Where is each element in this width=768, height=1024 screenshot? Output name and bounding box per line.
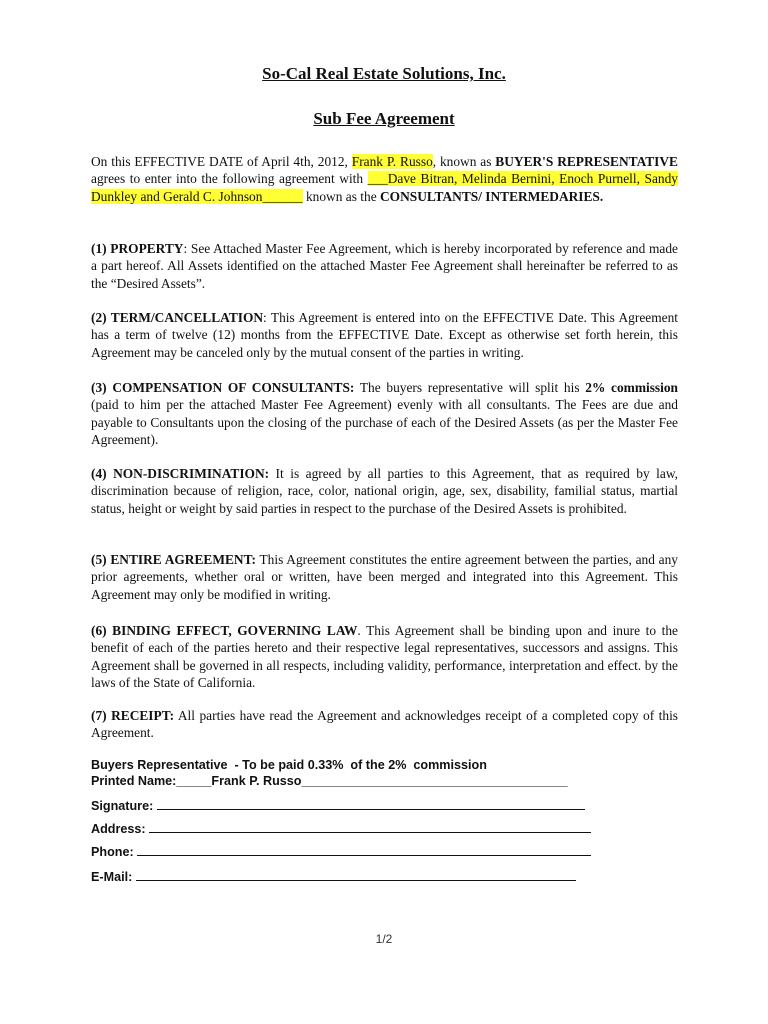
intro-text: agrees to enter into the following agreement with xyxy=(91,171,368,187)
address-line xyxy=(149,820,591,833)
commission-rate: 2% commission xyxy=(585,380,678,395)
document-title: Sub Fee Agreement xyxy=(313,109,455,128)
section-text: This Agreement constitutes the entire agreement between the parties, and any prior agreements, whether oral or written, have been merged and integrated into this Agreement. This Agreement may only be modified in writing. xyxy=(91,552,678,602)
section-text: (paid to him per the attached Master Fee Agreement) evenly with all consultants. The Fees are due and payable to Consultants upon the closing of the purchase of each of the Desired Assets (as per the Master Fee Agreement). xyxy=(91,397,678,447)
page-number: 1/2 xyxy=(375,932,393,946)
section-heading: (6) BINDING EFFECT, GOVERNING LAW xyxy=(91,623,358,638)
signature-label: Signature: xyxy=(91,799,154,813)
company-name: So-Cal Real Estate Solutions, Inc. xyxy=(262,64,506,83)
consultant-names: ___Dave Bitran, Melinda Bernini, Enoch Purnell, Sandy Dunkley and Gerald C. Johnson______ xyxy=(91,171,678,204)
representative-label: BUYER'S REPRESENTATIVE xyxy=(495,154,678,169)
section-text: The buyers representative will split his xyxy=(354,380,586,395)
section-text: All parties have read the Agreement and acknowledges receipt of a completed copy of this Agreement. xyxy=(91,708,679,741)
section-text: It is agreed by all parties to this Agreement, that as required by law, discrimination because of religion, race, color, national origin, age, sex, disability, familial status, martial status, height or weight by said parties in respect to the purchase of the Desired Assets is prohibited. xyxy=(91,466,678,516)
intro-text: On this EFFECTIVE DATE of April 4th, 2012, xyxy=(91,154,352,169)
address-row xyxy=(91,820,691,837)
signature-line xyxy=(157,797,585,810)
signature-heading: Buyers Representative - To be paid 0.33% of the 2% commission xyxy=(91,758,487,772)
consultants-label: CONSULTANTS/ INTERMEDARIES. xyxy=(379,188,604,204)
representative-name: Frank P. Russo xyxy=(351,154,433,169)
email-label: E-Mail: xyxy=(91,870,133,884)
section-entire-agreement xyxy=(91,551,678,603)
section-heading: (3) COMPENSATION OF CONSULTANTS: xyxy=(91,380,355,395)
section-receipt xyxy=(91,707,678,742)
section-heading: (7) RECEIPT: xyxy=(91,708,175,723)
section-text: : See Attached Master Fee Agreement, which is hereby incorporated by reference and made a part hereof. All Assets identified on the attached Master Fee Agreement shall hereinafter be referred to as the “Desired Assets”. xyxy=(91,241,678,291)
section-binding-effect xyxy=(91,622,678,691)
phone-label: Phone: xyxy=(91,845,134,859)
section-text: . This Agreement shall be binding upon and inure to the benefit of each of the parties hereto and their respective legal representatives, successors and assigns. This Agreement shall be governed in all respects, including validity, performance, interpretation and effect. by the laws of the State of California. xyxy=(91,623,678,690)
email-row xyxy=(91,868,691,885)
phone-row xyxy=(91,843,691,860)
intro-text: , known as xyxy=(432,154,496,169)
intro-paragraph xyxy=(91,153,678,205)
section-text: : This Agreement is entered into on the EFFECTIVE Date. This Agreement has a term of twelve (12) months from the EFFECTIVE Date. Except as otherwise set forth herein, this Agreement may be canceled only by the mutual consent of the parties in writing. xyxy=(91,310,678,360)
printed-name-row xyxy=(91,773,691,789)
printed-name-label: Printed Name: xyxy=(91,774,177,788)
section-non-discrimination xyxy=(91,465,678,517)
printed-name-value: _____Frank P. Russo______________________________________ xyxy=(176,774,568,788)
email-line xyxy=(136,868,576,881)
section-heading: (2) TERM/CANCELLATION xyxy=(91,310,264,325)
section-term-cancellation xyxy=(91,309,678,361)
section-property xyxy=(91,240,678,292)
intro-text: known as the xyxy=(302,188,380,204)
section-heading: (1) PROPERTY xyxy=(91,241,184,256)
section-heading: (4) NON-DISCRIMINATION: xyxy=(91,466,270,481)
section-compensation xyxy=(91,379,678,448)
signature-row xyxy=(91,797,691,814)
address-label: Address: xyxy=(91,822,146,836)
section-heading: (5) ENTIRE AGREEMENT: xyxy=(91,552,256,567)
phone-line xyxy=(137,843,591,856)
